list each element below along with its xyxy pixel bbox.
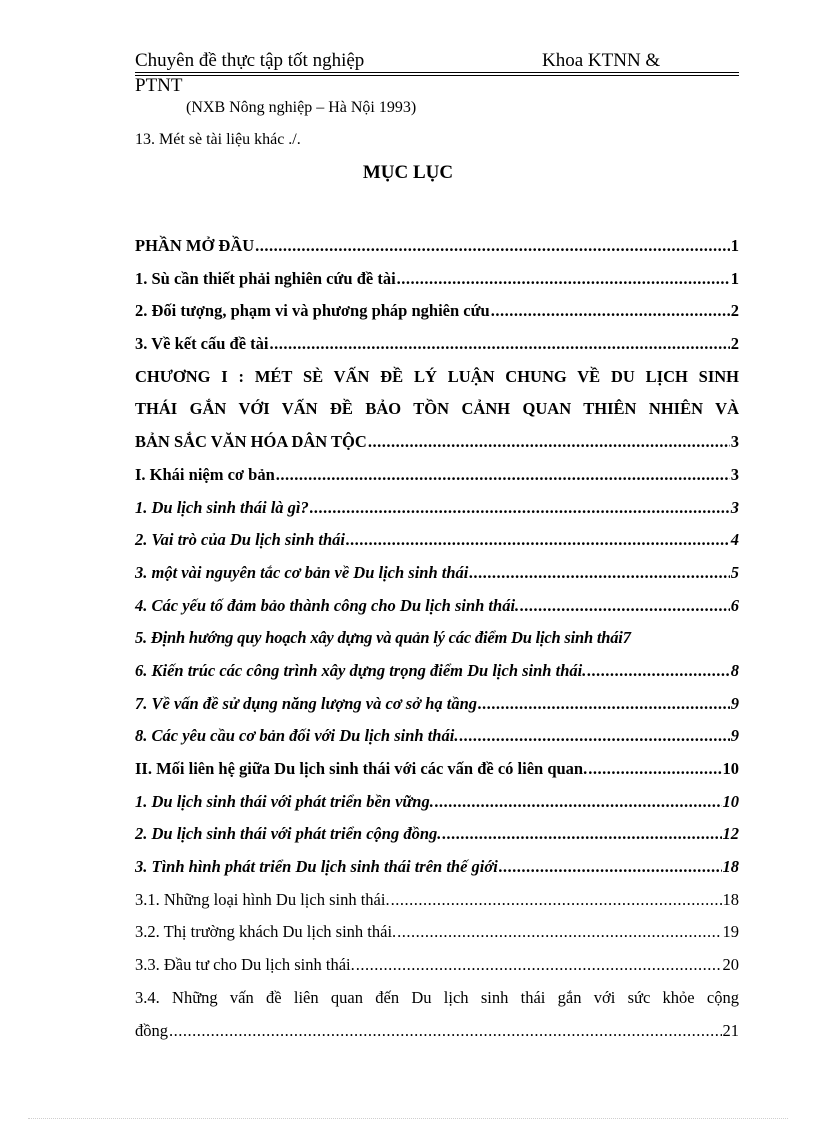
toc-entry[interactable]: 1. Du lịch sinh thái với phát triển bền vững. ..... 10 bbox=[135, 792, 739, 825]
toc-entry[interactable]: 2. Đối tượng, phạm vi và phương pháp nghiên cứu ..... 2 bbox=[135, 301, 739, 334]
toc-chapter-line[interactable]: THÁI GẮN VỚI VẤN ĐỀ BẢO TỒN CẢNH QUAN THIÊN NHIÊN VÀ bbox=[135, 399, 739, 419]
toc-entry[interactable]: 3. Về kết cấu đề tài ..... 2 bbox=[135, 334, 739, 367]
header-rule-top bbox=[135, 72, 739, 73]
toc-entry[interactable]: 4. Các yếu tố đảm bảo thành công cho Du lịch sinh thái. ..... 6 bbox=[135, 596, 739, 629]
toc-entry[interactable]: PHẦN MỞ ĐẦU ..... 1 bbox=[135, 236, 739, 269]
toc-entry[interactable]: II. Mối liên hệ giữa Du lịch sinh thái với các vấn đề có liên quan. ..... 10 bbox=[135, 759, 739, 792]
header-rule-bottom bbox=[135, 75, 739, 76]
toc-entry[interactable]: 7. Về vấn đề sử dụng năng lượng và cơ sở hạ tầng ..... 9 bbox=[135, 694, 739, 727]
toc-entry[interactable]: 8. Các yêu cầu cơ bản đối với Du lịch sinh thái. ..... 9 bbox=[135, 726, 739, 759]
header-title-left: Chuyên đề thực tập tốt nghiệp bbox=[135, 50, 365, 71]
toc-wrapped-line[interactable]: 3.4. Những vấn đề liên quan đến Du lịch sinh thái gắn với sức khỏe cộng bbox=[135, 987, 739, 1007]
toc-entry[interactable]: I. Khái niệm cơ bản ..... 3 bbox=[135, 465, 739, 498]
toc-entry[interactable]: 5. Định hướng quy hoạch xây dựng và quản lý các điểm Du lịch sinh thái 7 bbox=[135, 628, 631, 648]
page-header bbox=[135, 50, 739, 78]
toc-entry[interactable]: 2. Du lịch sinh thái với phát triển cộng đồng. ..... 12 bbox=[135, 824, 739, 857]
toc-entry[interactable]: 6. Kiến trúc các công trình xây dựng trọng điểm Du lịch sinh thái. ..... 8 bbox=[135, 661, 739, 694]
toc-entry[interactable]: 3.3. Đầu tư cho Du lịch sinh thái. ..... 20 bbox=[135, 955, 739, 988]
page-bottom-divider bbox=[28, 1118, 788, 1119]
toc-entry[interactable]: 3. một vài nguyên tắc cơ bản về Du lịch sinh thái ..... 5 bbox=[135, 563, 739, 596]
toc-entry[interactable]: BẢN SẮC VĂN HÓA DÂN TỘC ..... 3 bbox=[135, 432, 739, 465]
toc-chapter-line[interactable]: CHƯƠNG I : MÉT SÈ VẤN ĐỀ LÝ LUẬN CHUNG VỀ DU LỊCH SINH bbox=[135, 366, 739, 386]
toc-entry[interactable]: 3.2. Thị trường khách Du lịch sinh thái. ..... 19 bbox=[135, 922, 739, 955]
header-continuation: PTNT bbox=[135, 75, 183, 96]
toc-entry[interactable]: 1. Du lịch sinh thái là gì? ..... 3 bbox=[135, 498, 739, 531]
toc-entry[interactable]: 2. Vai trò của Du lịch sinh thái ..... 4 bbox=[135, 530, 739, 563]
header-title-right: Khoa KTNN & bbox=[542, 50, 661, 71]
toc-entry[interactable]: 3.1. Những loại hình Du lịch sinh thái. ..... 18 bbox=[135, 890, 739, 923]
toc-entry[interactable]: 1. Sù cần thiết phải nghiên cứu đề tài ..... 1 bbox=[135, 269, 739, 302]
toc-entry[interactable]: đồng ..... 21 bbox=[135, 1021, 739, 1054]
table-of-contents bbox=[135, 236, 739, 1053]
toc-title: MỤC LỤC bbox=[362, 162, 454, 183]
reference-item-13: 13. Mét sè tài liệu khác ./. bbox=[135, 131, 301, 148]
toc-entry[interactable]: 3. Tình hình phát triển Du lịch sinh thái trên thế giới ..... 18 bbox=[135, 857, 739, 890]
reference-publisher: (NXB Nông nghiệp – Hà Nội 1993) bbox=[186, 99, 417, 116]
